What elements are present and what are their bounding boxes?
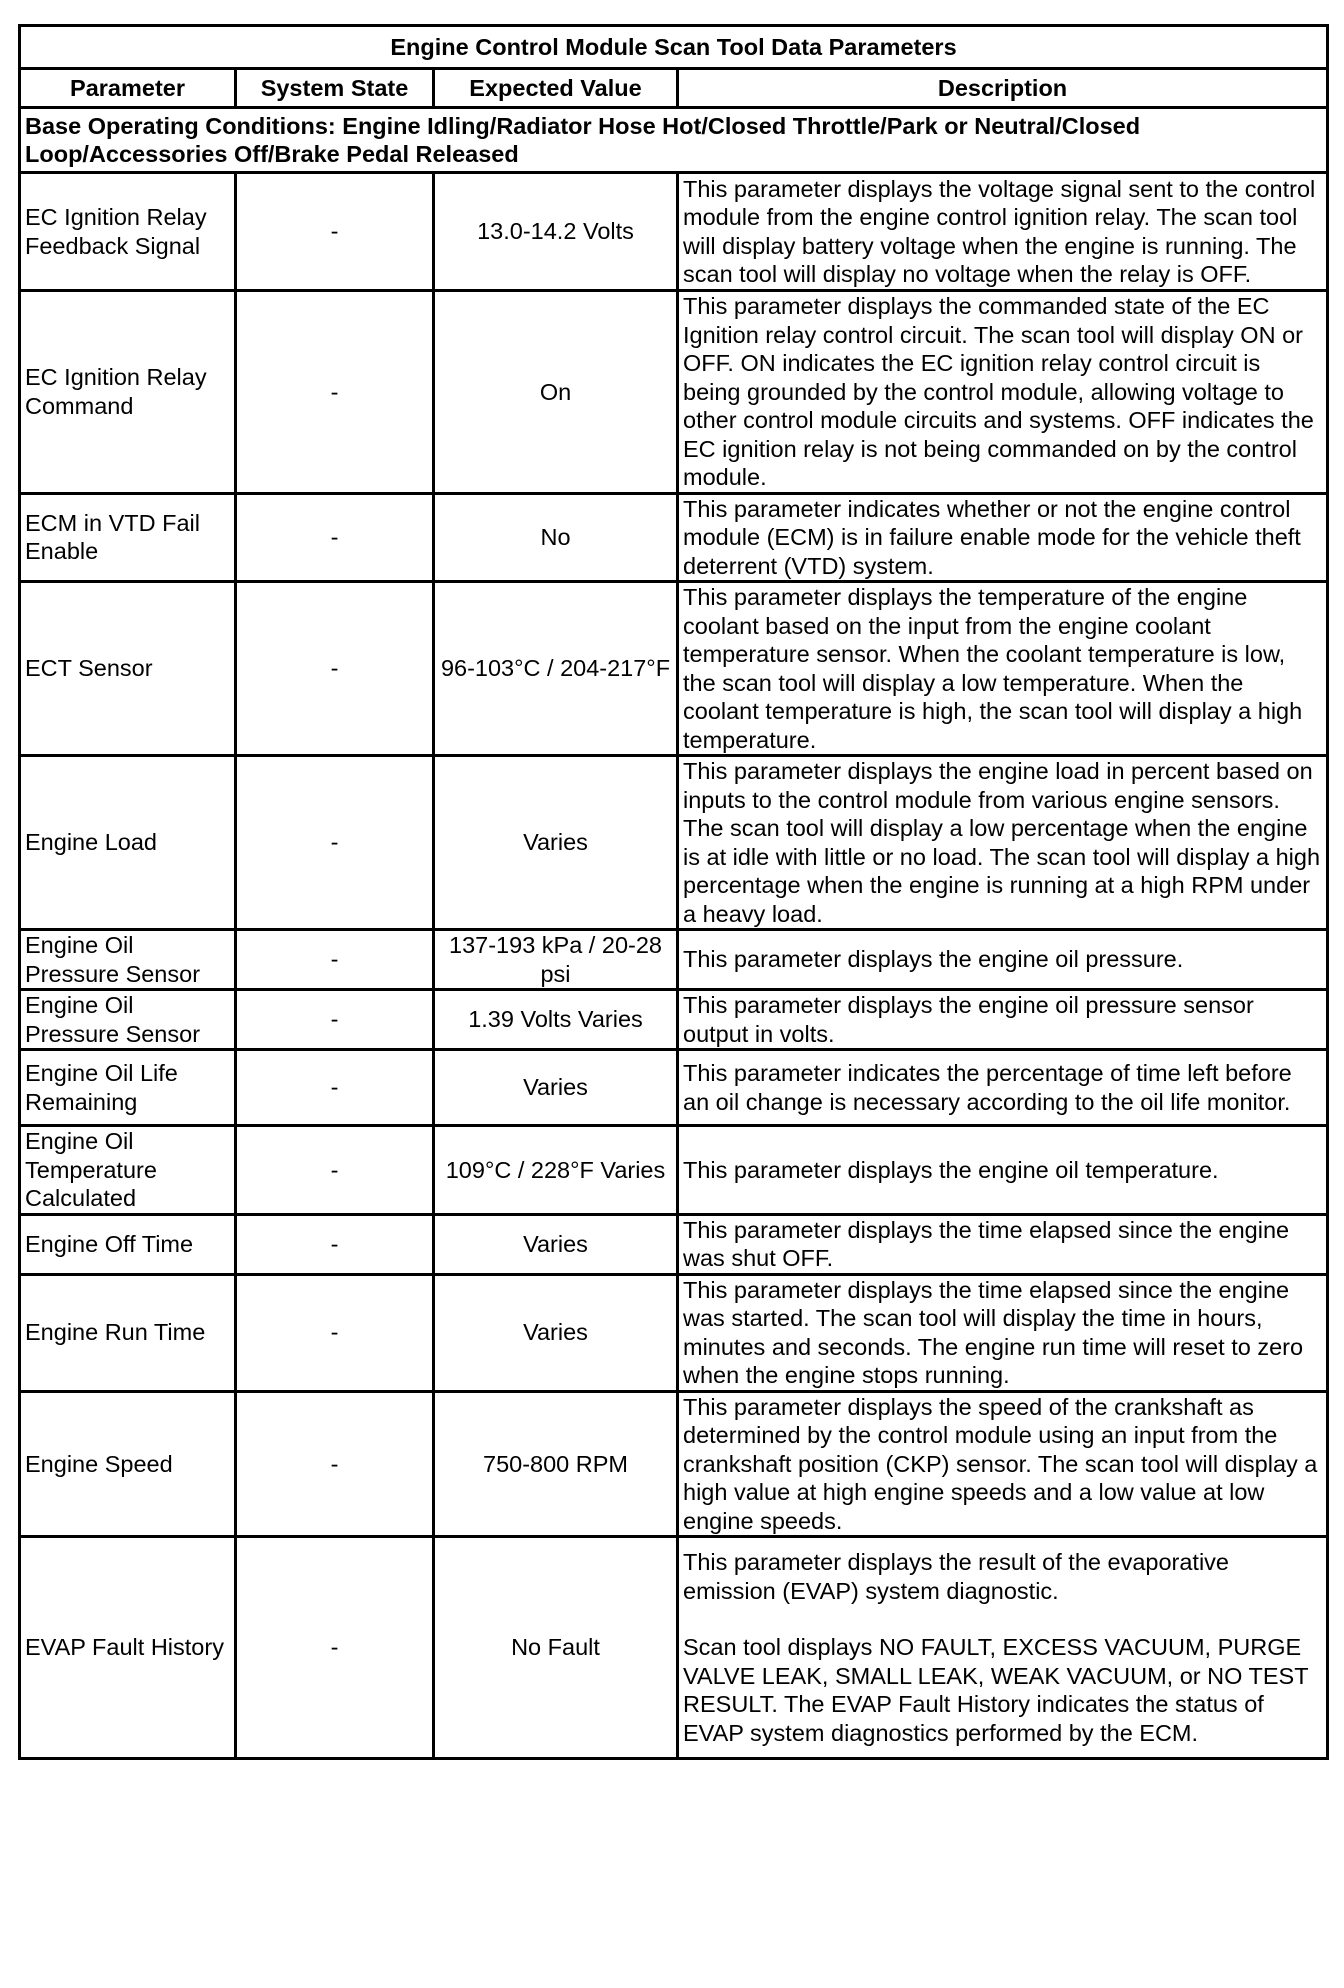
description-paragraph: This parameter displays the commanded state of the EC Ignition relay control circuit. The scan tool will display ON or OFF. ON indicates the EC ignition relay control circuit is being grounded by the control module, allowing voltage to other control module circuits and systems. OFF indicates the EC ignition relay is not being commanded on by the control module. xyxy=(683,293,1314,490)
table-row xyxy=(20,990,1328,1050)
parameter-cell: Engine Load xyxy=(20,756,236,930)
column-header-description: Description xyxy=(678,69,1328,108)
table-row xyxy=(20,1214,1328,1274)
description-cell xyxy=(678,1050,1328,1126)
description-cell xyxy=(678,291,1328,494)
parameter-cell: ECT Sensor xyxy=(20,582,236,756)
expected-value-cell: No xyxy=(434,493,678,582)
table-row xyxy=(20,173,1328,291)
description-paragraph: This parameter displays the engine oil pressure. xyxy=(683,946,1184,973)
expected-value-cell: 13.0-14.2 Volts xyxy=(434,173,678,291)
expected-value-cell: 1.39 Volts Varies xyxy=(434,990,678,1050)
system-state-cell: - xyxy=(236,173,434,291)
expected-value-cell: 109°C / 228°F Varies xyxy=(434,1126,678,1215)
system-state-cell: - xyxy=(236,990,434,1050)
description-paragraph: This parameter displays the time elapsed since the engine was started. The scan tool will display the time in hours, minutes and seconds. The engine run time will reset to zero when the engine stops running. xyxy=(683,1276,1304,1388)
description-cell xyxy=(678,173,1328,291)
description-paragraph: Scan tool displays NO FAULT, EXCESS VACUUM, PURGE VALVE LEAK, SMALL LEAK, WEAK VACUUM, or NO TEST RESULT. The EVAP Fault History indicates the status of EVAP system diagnostics performed by the ECM. xyxy=(683,1634,1309,1746)
expected-value-cell: No Fault xyxy=(434,1537,678,1759)
table-row xyxy=(20,930,1328,990)
table-row xyxy=(20,1391,1328,1537)
column-header-system-state: System State xyxy=(236,69,434,108)
expected-value-cell: On xyxy=(434,291,678,494)
base-operating-conditions: Base Operating Conditions: Engine Idling/Radiator Hose Hot/Closed Throttle/Park or Neutral/Closed Loop/Accessories Off/Brake Pedal Released xyxy=(20,108,1328,173)
description-cell xyxy=(678,930,1328,990)
description-paragraph: This parameter displays the temperature of the engine coolant based on the input from the engine coolant temperature sensor. When the coolant temperature is low, the scan tool will display a low temperature. When the coolant temperature is high, the scan tool will display a high temperature. xyxy=(683,584,1303,753)
system-state-cell: - xyxy=(236,756,434,930)
description-paragraph: This parameter indicates the percentage of time left before an oil change is necessary according to the oil life monitor. xyxy=(683,1060,1292,1115)
parameter-cell: EVAP Fault History xyxy=(20,1537,236,1759)
expected-value-cell: Varies xyxy=(434,1214,678,1274)
description-paragraph: This parameter displays the result of the evaporative emission (EVAP) system diagnostic. xyxy=(683,1549,1229,1604)
description-cell xyxy=(678,756,1328,930)
system-state-cell: - xyxy=(236,1214,434,1274)
system-state-cell: - xyxy=(236,1126,434,1215)
system-state-cell: - xyxy=(236,1274,434,1391)
description-paragraph: This parameter displays the voltage signal sent to the control module from the engine control ignition relay. The scan tool will display battery voltage when the engine is running. The scan tool will display no voltage when the relay is OFF. xyxy=(683,175,1316,287)
parameter-cell: Engine Oil Life Remaining xyxy=(20,1050,236,1126)
column-header-expected-value: Expected Value xyxy=(434,69,678,108)
parameter-cell: Engine Oil Pressure Sensor xyxy=(20,930,236,990)
expected-value-cell: Varies xyxy=(434,1274,678,1391)
parameter-cell: EC Ignition Relay Command xyxy=(20,291,236,494)
description-cell xyxy=(678,582,1328,756)
description-cell xyxy=(678,990,1328,1050)
system-state-cell: - xyxy=(236,1050,434,1126)
table-row xyxy=(20,1050,1328,1126)
document-page xyxy=(18,24,1326,1760)
description-cell xyxy=(678,1126,1328,1215)
description-paragraph: This parameter displays the time elapsed since the engine was shut OFF. xyxy=(683,1216,1290,1271)
system-state-cell: - xyxy=(236,582,434,756)
description-cell xyxy=(678,1214,1328,1274)
table-row xyxy=(20,756,1328,930)
description-cell xyxy=(678,1391,1328,1537)
system-state-cell: - xyxy=(236,930,434,990)
expected-value-cell: 750-800 RPM xyxy=(434,1391,678,1537)
description-paragraph: This parameter displays the engine load in percent based on inputs to the control module from various engine sensors. The scan tool will display a low percentage when the engine is at idle with little or no load. The scan tool will display a high percentage when the engine is running at a high RPM under a heavy load. xyxy=(683,758,1321,927)
parameter-cell: Engine Run Time xyxy=(20,1274,236,1391)
expected-value-cell: Varies xyxy=(434,756,678,930)
system-state-cell: - xyxy=(236,291,434,494)
column-header-parameter: Parameter xyxy=(20,69,236,108)
table-row xyxy=(20,1126,1328,1215)
description-paragraph: This parameter displays the engine oil pressure sensor output in volts. xyxy=(683,992,1254,1047)
table-row xyxy=(20,1274,1328,1391)
parameter-cell: Engine Speed xyxy=(20,1391,236,1537)
description-paragraph: This parameter indicates whether or not the engine control module (ECM) is in failure enable mode for the vehicle theft deterrent (VTD) system. xyxy=(683,495,1301,579)
description-cell xyxy=(678,493,1328,582)
parameter-cell: Engine Oil Pressure Sensor xyxy=(20,990,236,1050)
scan-tool-data-table xyxy=(18,24,1329,1760)
description-paragraph: This parameter displays the speed of the crankshaft as determined by the control module using an input from the crankshaft position (CKP) sensor. The scan tool will display a high value at high engine speeds and a low value at low engine speeds. xyxy=(683,1393,1318,1534)
description-cell xyxy=(678,1537,1328,1759)
table-title: Engine Control Module Scan Tool Data Parameters xyxy=(20,26,1328,69)
parameter-cell: Engine Off Time xyxy=(20,1214,236,1274)
parameter-cell: Engine Oil Temperature Calculated xyxy=(20,1126,236,1215)
expected-value-cell: 96-103°C / 204-217°F xyxy=(434,582,678,756)
description-cell xyxy=(678,1274,1328,1391)
parameter-cell: EC Ignition Relay Feedback Signal xyxy=(20,173,236,291)
table-row xyxy=(20,291,1328,494)
system-state-cell: - xyxy=(236,1537,434,1759)
expected-value-cell: Varies xyxy=(434,1050,678,1126)
description-paragraph: This parameter displays the engine oil temperature. xyxy=(683,1156,1219,1183)
system-state-cell: - xyxy=(236,493,434,582)
parameter-cell: ECM in VTD Fail Enable xyxy=(20,493,236,582)
table-row xyxy=(20,582,1328,756)
table-row xyxy=(20,493,1328,582)
system-state-cell: - xyxy=(236,1391,434,1537)
table-row xyxy=(20,1537,1328,1759)
expected-value-cell: 137-193 kPa / 20-28 psi xyxy=(434,930,678,990)
